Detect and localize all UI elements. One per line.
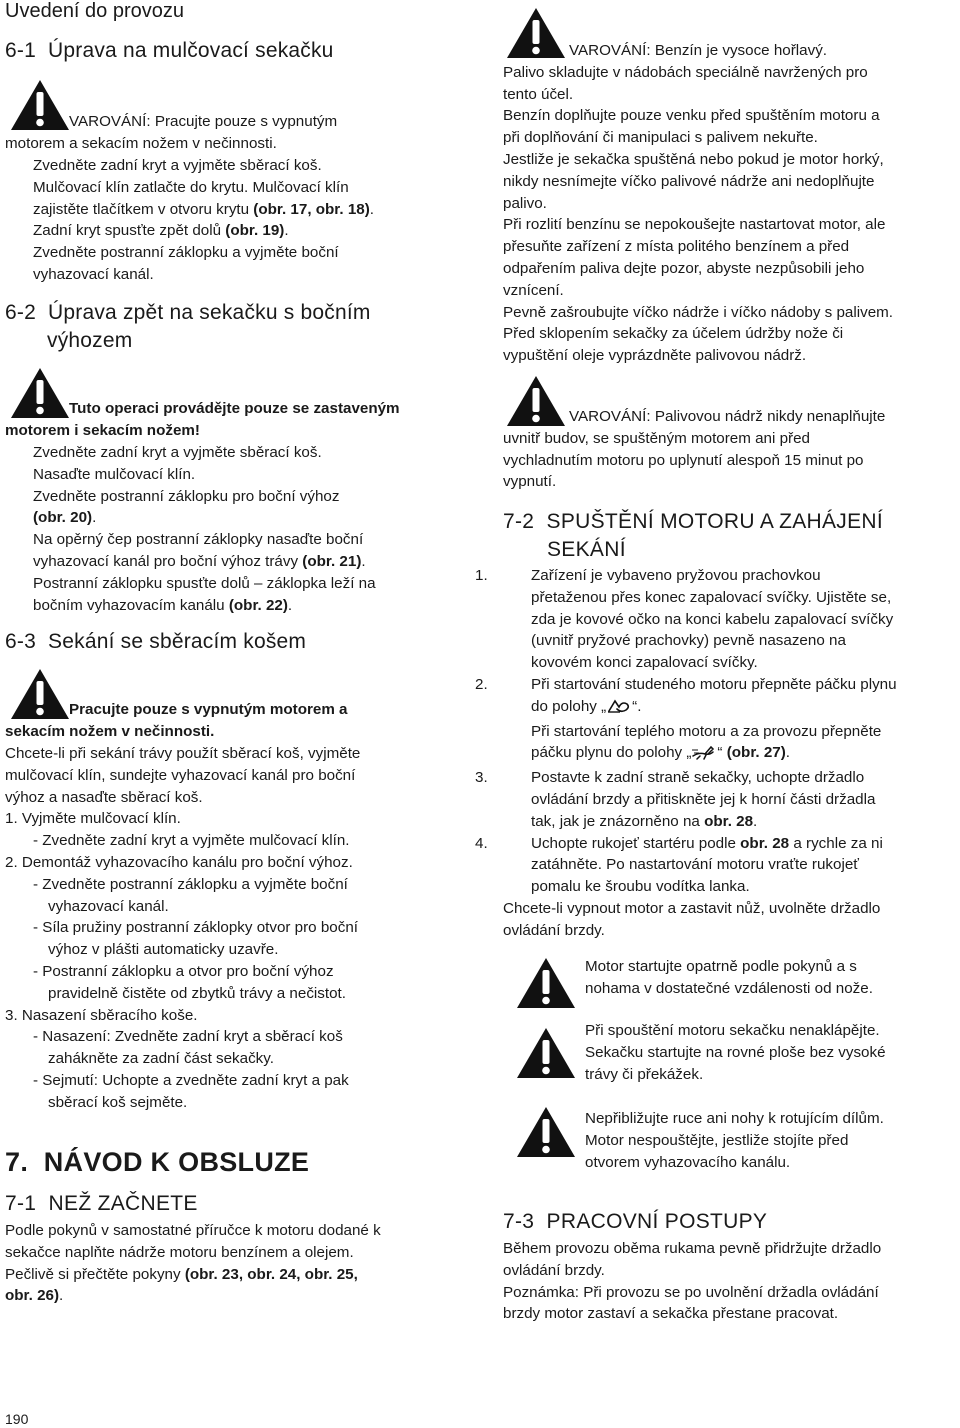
sub-item: - Nasazení: Zvedněte zadní kryt a sběrací koš xyxy=(33,1028,343,1046)
paragraph-line: sekačce naplňte nádrže motoru benzínem a olejem. xyxy=(5,1243,354,1261)
list-item: Na opěrný čep postranní záklopky nasaďte boční xyxy=(33,531,364,549)
warning-text-cont: motorem i sekacím nožem! xyxy=(5,421,200,439)
list-item-cont: (uvnitř pryžové prachovky) pevně nasazeno na xyxy=(531,632,846,650)
list-item-cont: vyhazovací kanál. xyxy=(33,265,154,283)
warning-line: Jestliže je sekačka spuštěná nebo pokud je motor horký, xyxy=(503,150,884,168)
section-6-3-warning xyxy=(5,699,457,743)
page-number: 190 xyxy=(5,1411,29,1427)
warning-line: vznícení. xyxy=(503,281,564,299)
sub-item: - Sejmutí: Uchopte a zvedněte zadní kryt a pak xyxy=(33,1071,349,1089)
icon-warning-2 xyxy=(585,1020,955,1085)
warning-line: trávy či překážek. xyxy=(585,1065,704,1083)
warning-triangle-icon xyxy=(515,956,577,1010)
list-item-cont: Při startování teplého motoru a za provozu přepněte xyxy=(531,722,882,740)
sub-item-cont: pravidelně čistěte od zbytků trávy a nečistot. xyxy=(48,984,346,1002)
warning-line: při doplňování či manipulaci s palivem nekuřte. xyxy=(503,129,818,147)
list-item: 2. Demontáž vyhazovacího kanálu pro boční výhoz. xyxy=(5,853,353,871)
section-7-2-heading xyxy=(503,507,883,537)
rabbit-icon xyxy=(691,744,717,767)
list-item: Zvedněte zadní kryt a vyjměte sběrací koš. xyxy=(33,157,322,174)
warning-text: Pracujte pouze s vypnutým motorem a xyxy=(69,701,348,718)
section-6-3-title: Sekání se sběracím košem xyxy=(48,630,307,653)
paragraph-line: Poznámka: Při provozu se po uvolnění držadla ovládání xyxy=(503,1283,879,1301)
list-item-cont: pomalu ke šroubu vodítka lanka. xyxy=(531,878,750,896)
warning-text: Pracujte pouze s vypnutým xyxy=(150,113,338,130)
sub-item: - Postranní záklopku a otvor pro boční výhoz xyxy=(33,962,334,980)
section-6-3-number: 6-3 xyxy=(5,630,36,653)
section-7-heading xyxy=(5,1146,309,1178)
list-item: Postranní záklopku spusťte dolů – záklopka leží na xyxy=(33,574,376,592)
warning-line: Nepřibližujte ruce ani nohy k rotujícím dílům. xyxy=(585,1110,884,1127)
paragraph-line: ovládání brzdy. xyxy=(503,1261,605,1279)
sub-item-cont: sběrací koš sejměte. xyxy=(48,1093,188,1111)
warning-line: vychladnutím motoru po uplynutí alespoň 15 minut po xyxy=(503,451,864,469)
sub-item-cont: výhoz v plášti automaticky uzavře. xyxy=(48,941,279,959)
sub-item-cont: vyhazovací kanál. xyxy=(48,897,169,915)
warning-triangle-icon xyxy=(515,1105,577,1159)
section-7-1-body xyxy=(5,1220,457,1307)
warning-line: vypnutí. xyxy=(503,473,557,491)
paragraph-line: Chcete-li při sekání trávy použít sběrací koš, vyjměte xyxy=(5,745,361,762)
section-6-2-steps xyxy=(5,442,457,616)
list-item-cont: zatáhněte. Po nastartování motoru vraťte rukojeť xyxy=(531,856,859,874)
warning-line: nohama v dostatečné vzdálenosti od nože. xyxy=(585,979,873,997)
list-item-cont: ovládání brzdy a přitiskněte jej k horní části držadla xyxy=(531,790,876,808)
section-7-number: 7. xyxy=(5,1147,29,1177)
section-7-title: NÁVOD K OBSLUZE xyxy=(43,1147,310,1177)
section-7-1-heading xyxy=(5,1189,198,1219)
list-item-cont: kovovém konci zapalovací svíčky. xyxy=(531,654,758,672)
list-item-cont: páčku plynu do polohy „ “ (obr. 27). xyxy=(503,742,955,767)
warning-text-cont: sekacím nožem v nečinnosti. xyxy=(5,722,215,740)
paragraph-line: obr. 26). xyxy=(5,1287,64,1305)
warning-text: Tuto operaci provádějte pouze se zastaveným xyxy=(69,400,400,417)
paragraph-line: Během provozu oběma rukama pevně přidržujte držadlo xyxy=(503,1240,882,1257)
section-6-1-warning xyxy=(5,111,457,155)
list-item-cont: přetaženou přes konec zapalovací svíčky. Ujistěte se, xyxy=(531,588,892,606)
list-item: Zvedněte postranní záklopku pro boční výhoz xyxy=(33,487,340,505)
list-item-cont: zajistěte tlačítkem v otvoru krytu (obr. 17, obr. 18). xyxy=(33,200,375,218)
warning-line: Při rozlití benzínu se nepokoušejte nastartovat motor, ale xyxy=(503,216,886,234)
section-6-2-number: 6-2 xyxy=(5,301,36,324)
warning-line: vypuštění oleje vyprázdněte palivovou nádrž. xyxy=(503,347,807,365)
icon-warning-1 xyxy=(585,956,955,1000)
warning-line: nikdy nesnímejte víčko palivové nádrže ani nedoplňujte xyxy=(503,172,875,190)
section-7-2-body xyxy=(475,565,955,942)
warning-line: Motor startujte opatrně podle pokynů a s xyxy=(585,958,857,975)
section-7-3-body xyxy=(503,1238,955,1325)
warning-line: Sekačku startujte na rovné ploše bez vysoké xyxy=(585,1043,886,1061)
sub-item-cont: zahákněte za zadní část sekačky. xyxy=(48,1050,274,1068)
warning-line: tento účel. xyxy=(503,85,574,103)
section-7-2-heading-cont: SEKÁNÍ xyxy=(547,538,626,561)
list-item: 1. Vyjměte mulčovací klín. xyxy=(5,810,181,828)
section-6-2-heading xyxy=(5,298,371,328)
list-item: 1. Zařízení je vybaveno pryžovou prachovkou xyxy=(475,567,821,584)
list-item-cont: tak, jak je znázorněno na obr. 28. xyxy=(531,812,758,830)
warning-triangle-icon xyxy=(515,1026,577,1080)
paragraph-line: Podle pokynů v samostatné příručce k motoru dodané k xyxy=(5,1222,381,1239)
warning-line: palivo. xyxy=(503,194,547,212)
warning-line: Pevně zašroubujte víčko nádrže i víčko nádoby s palivem. xyxy=(503,303,894,321)
choke-icon xyxy=(606,698,632,721)
section-7-3-heading xyxy=(503,1207,767,1237)
section-7-3-title: PRACOVNÍ POSTUPY xyxy=(546,1210,768,1233)
paragraph-line: mulčovací klín, sundejte vyhazovací kanál pro boční xyxy=(5,766,356,784)
warning-line: otvorem vyhazovacího kanálu. xyxy=(585,1153,791,1171)
section-7-3-number: 7-3 xyxy=(503,1210,535,1233)
list-item: 2. Při startování studeného motoru přepněte páčku plynu xyxy=(475,675,897,693)
paragraph-line: Pečlivě si přečtěte pokyny (obr. 23, obr. 24, obr. 25, xyxy=(5,1265,358,1283)
sub-item: - Síla pružiny postranní záklopky otvor pro boční xyxy=(33,919,359,937)
list-item: Zvedněte postranní záklopku a vyjměte boční xyxy=(33,244,339,262)
sub-item: - Zvedněte zadní kryt a vyjměte mulčovací klín. xyxy=(33,832,350,850)
section-7-1-number: 7-1 xyxy=(5,1192,37,1215)
paragraph-line: brzdy motor zastaví a sekačka přestane pracovat. xyxy=(503,1305,839,1323)
list-item: Nasaďte mulčovací klín. xyxy=(33,465,196,483)
warning-line: uvnitř budov, se spuštěným motorem ani před xyxy=(503,429,810,447)
warning-label: VAROVÁNÍ: xyxy=(69,113,151,130)
warning-line: Palivo skladujte v nádobách speciálně navržených pro xyxy=(503,63,868,81)
page-title: Uvedení do provozu xyxy=(5,0,185,22)
warning-text: Palivovou nádrž nikdy nenaplňujte xyxy=(650,408,886,425)
sub-item: - Zvedněte postranní záklopku a vyjměte boční xyxy=(33,875,348,893)
paragraph-line: Chcete-li vypnout motor a zastavit nůž, uvolněte držadlo xyxy=(503,899,881,917)
section-6-2-warning xyxy=(5,398,457,442)
list-item: Zadní kryt spusťte zpět dolů (obr. 19). xyxy=(33,222,289,240)
list-item-cont: bočním vyhazovacím kanálu (obr. 22). xyxy=(33,596,293,614)
section-7-2-number: 7-2 xyxy=(503,510,535,533)
section-6-1-heading xyxy=(5,36,334,66)
list-item-cont: vyhazovací kanál pro boční výhoz trávy (obr. 21). xyxy=(33,552,366,570)
paragraph-line: ovládání brzdy. xyxy=(503,921,605,939)
section-6-3-heading xyxy=(5,627,306,657)
list-item: Zvedněte zadní kryt a vyjměte sběrací koš. xyxy=(33,444,322,461)
warning-line: Před sklopením sekačky za účelem údržby nože či xyxy=(503,325,844,343)
warning-label: VAROVÁNÍ: xyxy=(569,42,651,59)
paragraph-line: výhoz a nasaďte sběrací koš. xyxy=(5,788,203,806)
list-item: Mulčovací klín zatlačte do krytu. Mulčovací klín xyxy=(33,178,349,196)
section-6-1-title: Úprava na mulčovací sekačku xyxy=(48,39,334,62)
list-item: 3. Postavte k zadní straně sekačky, uchopte držadlo xyxy=(475,769,865,787)
warning-text-cont: motorem a sekacím nožem v nečinnosti. xyxy=(5,134,277,152)
list-item-cont: do polohy „ “. xyxy=(503,696,955,721)
warning-line: Motor nespouštějte, jestliže stojíte před xyxy=(585,1131,849,1149)
icon-warning-3 xyxy=(585,1108,955,1173)
section-6-1-steps xyxy=(5,155,457,286)
section-6-2-title: Úprava zpět na sekačku s bočním xyxy=(48,301,371,324)
section-6-1-number: 6-1 xyxy=(5,39,36,62)
warning-line: Benzín doplňujte pouze venku před spuštěním motoru a xyxy=(503,107,880,125)
warning-line: Při spouštění motoru sekačku nenaklápějte. xyxy=(585,1022,880,1039)
warning-line: odpařením paliva dejte pozor, abyste nezpůsobili jeho xyxy=(503,259,865,277)
list-item-cont: zda je kovové očko na konci kabelu zapalovací svíčky xyxy=(531,610,894,628)
tank-warning xyxy=(503,406,955,493)
list-item-cont: (obr. 20). xyxy=(33,509,97,527)
warning-line: přesuňte zařízení z místa politého benzínem a před xyxy=(503,238,850,256)
list-item: 4. Uchopte rukojeť startéru podle obr. 28 a rychle za ni xyxy=(475,834,883,852)
section-7-1-title: NEŽ ZAČNETE xyxy=(48,1192,198,1215)
section-6-3-body xyxy=(5,743,457,1114)
warning-text: Benzín je vysoce hořlavý. xyxy=(650,42,828,59)
warning-label: VAROVÁNÍ: xyxy=(569,408,651,425)
list-item: 3. Nasazení sběracího koše. xyxy=(5,1006,198,1024)
section-6-2-heading-cont: výhozem xyxy=(47,329,133,352)
section-7-2-title: SPUŠTĚNÍ MOTORU A ZAHÁJENÍ xyxy=(546,510,884,533)
fuel-warning xyxy=(503,40,955,367)
